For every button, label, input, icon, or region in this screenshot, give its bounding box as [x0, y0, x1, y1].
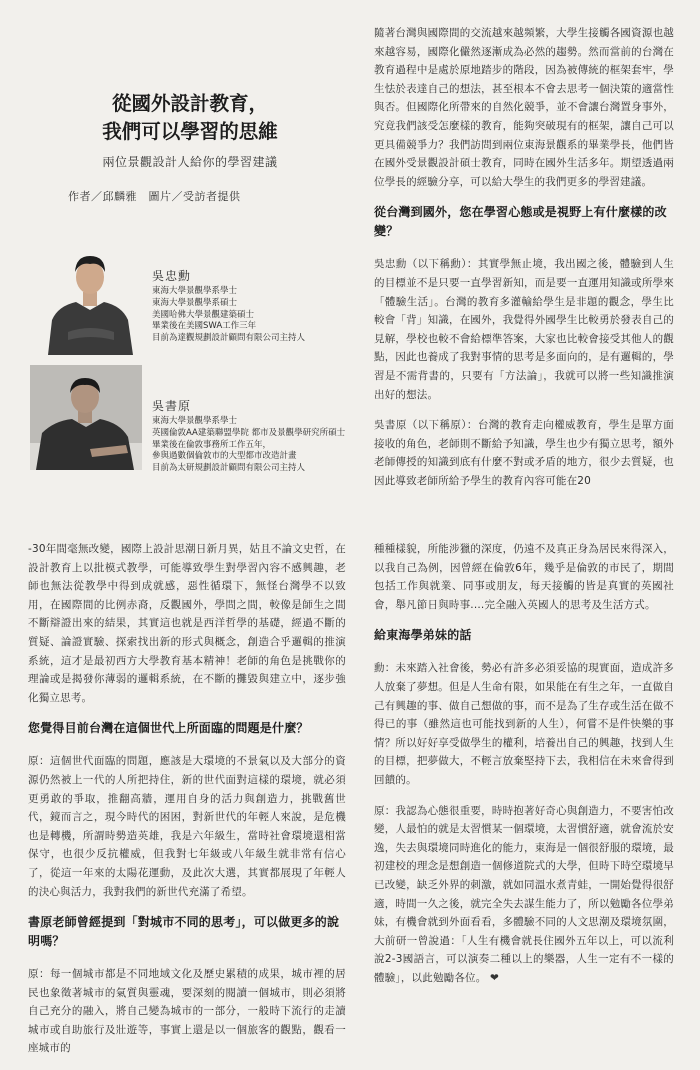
bio-line: 英國倫敦AA建築聯盟學院 都市及景觀學研究所碩士 — [152, 427, 346, 438]
portrait-wu-zhong-xun — [38, 240, 143, 355]
portrait-illustration — [30, 365, 142, 470]
intro-paragraph: 隨著台灣與國際間的交流越來越頻繁，大學生接觸各國資源也越來越容易，國際化儼然逐漸成為必然的趨勢。然而當前的台灣在教育過程中是處於原地踏步的階段，因為被傳統的框架套牢，學生怯於表達自己的想法，甚至根本不會去思考一個決策的適當性與否。但國際化所帶來的自然化競爭，並不會讓台灣置身事外，究竟我們該受怎麼樣的教育，能夠突破現有的框架，讓自己可以更具備競爭力？我們訪問到兩位東海景觀系的畢業學長，他們皆在國外受景觀設計碩士教育，同時在國外生活多年。期望透過兩位學長的經驗分享，可以給大學生的我們更多的學習建議。 — [374, 27, 674, 188]
question-heading: 從台灣到國外，您在學習心態或是視野上有什麼樣的改變？ — [374, 205, 667, 239]
portrait-wu-shu-yuan — [30, 365, 142, 470]
bio-line: 參與過數個倫敦市的大型都市改造計畫 — [152, 451, 297, 462]
article-title — [60, 90, 320, 146]
bio-line: 畢業後在美國SWA工作三年 — [152, 321, 257, 332]
answer-text: 原：我認為心態很重要，時時抱著好奇心與創造力，不要害怕改變，人最怕的就是太習慣某一個環境，太習慣舒適，就會流於安逸，失去與環境同時進化的能力，東海是一個很舒服的環境，最初建校的理念是想創造一個修道院式的大學，但時下時空環境早已改變，缺乏外界的刺激，就如同溫水煮青蛙，一開始覺得很舒適，時間一久之後，就完全失去謀生能力了，所以勉勵各位學弟妹，有機會就到外面看看，多體驗不同的人文思潮及環境氛圍，大前研一曾說過：「人生有機會就長住國外五年以上，可以流利說2-3國語言，可以演奏二種以上的樂器，人生一定有不一樣的體驗」，以此勉勵各位。 — [374, 804, 674, 984]
title-line-1: 從國外設計教育， — [111, 92, 268, 115]
answer-paragraph: 原：每一個城市都是不同地域文化及歷史累積的成果，城市裡的居民也象徵著城市的氣質與靈魂，要深刻的閱讀一個城市，則必須將自己充分的融入，將自己變為城市的一部分，一般時下流行的走讀城市或自助旅行及壯遊等，事實上還是以一個旅客的觀點，觀看一座城市的 — [28, 968, 346, 1055]
article-credit: 作者／邱麟雅 圖片／受訪者提供 — [68, 190, 241, 203]
bio-line: 美國哈佛大學景觀建築碩士 — [152, 309, 255, 320]
body-paragraph: 種種樣貌，所能涉獵的深度，仍遠不及真正身為居民來得深入，以我自己為例，因曾經在倫敦6年，幾乎是倫敦的市民了，期間包括工作與就業、同事或朋友，每天接觸的皆是真實的英國社會，舉凡節日與時事....完全融入英國人的思考及生活方式。 — [374, 543, 674, 611]
bio-line: 目前為太研規劃設計顧問有限公司主持人 — [152, 463, 306, 474]
bio-line: 畢業後在倫敦事務所工作五年， — [152, 439, 272, 450]
answer-paragraph: 吳書原（以下稱原）：台灣的教育走向權威教育，學生是單方面接收的角色，老師則不斷給予知識，學生也少有獨立思考，額外老師傳授的知識到底有什麼不對或矛盾的地方，很少去質疑，也因此導致老師所給予學生的教育內容可能在20 — [374, 419, 674, 487]
question-heading: 書原老師曾經提到「對城市不同的思考」，可以做更多的說明嗎？ — [28, 915, 340, 949]
answer-paragraph: 吳忠勳（以下稱勳）：其實學無止境，我出國之後，體驗到人生的目標並不是只要一直學習新知，而是要一直運用知識或所學來「體驗生活」。台灣的教育多灌輸給學生是非題的觀念，學生比較會「背」知識，在國外，我覺得外國學生比較勇於發表自己的見解，學校也較不會給標準答案，大家也比較會接受其他人的觀點，因此也養成了我對事情的思考是多面向的，是有邏輯的，學習是不需背書的，只要有「方法論」，我就可以將一些知識推演出好的想法。 — [374, 258, 674, 401]
top-right-column — [374, 24, 674, 502]
section-heading: 給東海學弟妹的話 — [374, 628, 472, 643]
bottom-left-column — [28, 540, 346, 1070]
portrait-illustration — [38, 240, 143, 355]
bio-wu-shu-yuan — [152, 398, 372, 475]
bottom-right-column — [374, 540, 674, 999]
article-subtitle: 兩位景觀設計人給你的學習建議 — [102, 155, 278, 169]
answer-paragraph: 勳：未來踏入社會後，勢必有許多必須妥協的現實面，造成許多人放棄了夢想。但是人生命有限，如果能在有生之年，一直做自己有興趣的事、做自己想做的事，而不是為了生存或生活在做不得已的事（雖然這也可能找到新的人生），何嘗不是件快樂的事情？所以好好享受做學生的權利，培養出自己的興趣，找到人生的目標，把夢做大，不輕言放棄堅持下去，我相信在未來會得到回饋的。 — [374, 662, 674, 786]
answer-paragraph: 原：這個世代面臨的問題，應該是大環境的不景氣以及大部分的資源仍然被上一代的人所把持住，新的世代面對這樣的環境，就必須更勇敢的爭取，推翻高牆，運用自身的活力與創造力，挑戰舊世代，鏡而言之，現今時代的困困，對新世代的年輕人來說，是危機也是轉機，所謂時勢造英雄，我是六年級生，當時社會環境還相當保守，也很少反抗權威，但我對七年級或八年級生就非常有信心了，從這一年來的太陽花運動，及此次大選，其實都展現了年輕人的決心與活力，我對我們的新世代充滿了希望。 — [28, 755, 346, 898]
answer-paragraph — [374, 802, 674, 988]
bio-line: 目前為達觀規劃設計顧問有限公司主持人 — [152, 333, 306, 344]
bio-name: 吳書原 — [152, 399, 192, 413]
body-paragraph: -30年間毫無改變，國際上設計思潮日新月異，姑且不論文史哲，在設計教育上以批模式教學，可能導致學生對學習內容不感興趣，老師也無法從教學中得到成就感，惡性循環下，無怪台灣學不以致用，在國際間的比例赤裔，反觀國外，學問之間，較像是師生之間不斷辯證出來的結果，其實這也就是西洋哲學的基礎，經過不斷的質疑、論證實驗、探索找出新的形式與概念，創造合乎邏輯的推演系統，這才是最初西方大學教育基本精神！老師的角色是挑戰你的理論或是揭發你薄弱的邏輯系統，在不斷的攤毀與建立中，逐步強化獨立思考。 — [28, 543, 346, 704]
title-line-2: 我們可以學習的思維 — [102, 120, 278, 143]
bio-name: 吳忠勳 — [152, 269, 192, 283]
bio-line: 東海大學景觀學系碩士 — [152, 297, 238, 308]
heart-icon: ❤ — [490, 971, 499, 984]
question-heading: 您覺得目前台灣在這個世代上所面臨的問題是什麼？ — [28, 721, 309, 736]
bio-line: 東海大學景觀學系學士 — [152, 416, 238, 426]
bio-wu-zhong-xun — [152, 268, 342, 345]
bio-line: 東海大學景觀學系學士 — [152, 286, 238, 296]
